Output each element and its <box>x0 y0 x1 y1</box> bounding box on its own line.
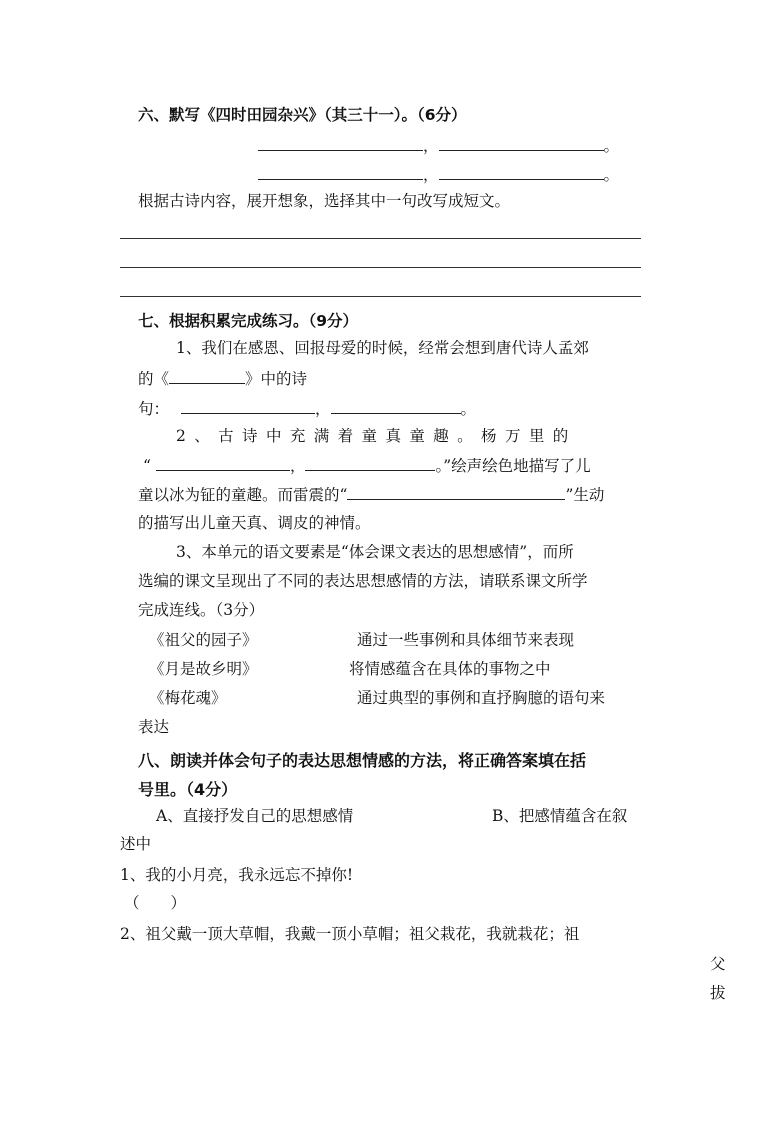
q1-line1: 1、我们在感恩、回报母爱的时候，经常会想到唐代诗人孟郊 <box>176 339 589 357</box>
match-right-2[interactable]: 将情感蕴含在具体的事物之中 <box>349 660 551 678</box>
answer-paren-1[interactable]: （ ） <box>124 894 187 912</box>
q2-line3 <box>138 484 604 505</box>
poem-line-1 <box>258 135 619 156</box>
answer-blank[interactable] <box>305 455 435 471</box>
answer-blank[interactable] <box>169 368 245 384</box>
section6-instruction: 根据古诗内容，展开想象，选择其中一句改写成短文。 <box>138 192 511 210</box>
q2-line1: 2、古诗中充满着童真童趣。杨万里的 <box>176 427 577 445</box>
answer-blank[interactable] <box>439 135 604 151</box>
punctuation: ， <box>315 400 331 418</box>
match-right-1[interactable]: 通过一些事例和具体细节来表现 <box>357 631 575 649</box>
quote-mark: “ <box>143 457 151 475</box>
q1-text: 的《 <box>138 370 170 388</box>
match-left-3[interactable]: 《梅花魂》 <box>149 689 227 707</box>
punctuation: ， <box>423 166 439 184</box>
option-b-wrap: 述中 <box>120 835 152 853</box>
q2-line4: 的描写出儿童天真、调皮的神情。 <box>138 514 371 532</box>
match-right-3[interactable]: 通过典型的事例和直抒胸臆的语句来 <box>357 689 606 707</box>
writing-line[interactable] <box>120 267 641 268</box>
sentence-2: 2、祖父戴一顶大草帽，我戴一顶小草帽；祖父栽花，我就栽花；祖 <box>120 925 580 943</box>
writing-line[interactable] <box>120 296 641 297</box>
answer-blank[interactable] <box>258 164 423 180</box>
option-b: B、把感情蕴含在叙 <box>492 807 628 825</box>
section8-title-line1: 八、朗读并体会句子的表达思想情感的方法，将正确答案填在括 <box>138 751 587 770</box>
punctuation: ， <box>423 137 439 155</box>
sentence-1: 1、我的小月亮，我永远忘不掉你! <box>120 866 354 884</box>
answer-blank[interactable] <box>181 398 315 414</box>
q1-text: 》中的诗 <box>245 370 308 388</box>
section7-title: 七、根据积累完成练习。（9分） <box>138 312 359 330</box>
answer-blank[interactable] <box>156 455 290 471</box>
poem-line-2 <box>258 164 619 185</box>
section6-title: 六、默写《四时田园杂兴》（其三十一）。（6分） <box>138 106 467 124</box>
q3-line1: 3、本单元的语文要素是“体会课文表达的思想感情”，而所 <box>176 543 574 561</box>
q2-line2 <box>143 455 591 476</box>
q3-line3: 完成连线。（3分） <box>138 601 265 619</box>
q2-text: 童以冰为钲的童趣。而雷震的“ <box>138 486 348 504</box>
answer-blank[interactable] <box>258 135 423 151</box>
writing-line[interactable] <box>120 238 641 239</box>
q3-line2: 选编的课文呈现出了不同的表达思想感情的方法，请联系课文所学 <box>138 572 588 590</box>
match-left-1[interactable]: 《祖父的园子》 <box>149 631 258 649</box>
match-right-3-wrap: 表达 <box>138 718 170 736</box>
q1-text: 句： <box>138 400 170 418</box>
punctuation: 。 <box>460 400 477 418</box>
section8-title-line2: 号里。（4分） <box>138 780 238 799</box>
overflow-char: 拔 <box>710 984 726 1002</box>
punctuation: 。 <box>603 166 620 184</box>
answer-blank[interactable] <box>347 484 565 500</box>
q2-text: ”生动 <box>565 486 605 504</box>
q2-text: 。”绘声绘色地描写了儿 <box>435 457 591 475</box>
answer-blank[interactable] <box>439 164 604 180</box>
punctuation: ， <box>289 457 306 475</box>
option-a: A、直接抒发自己的思想感情 <box>156 807 354 825</box>
q1-line3 <box>138 398 476 419</box>
overflow-char: 父 <box>710 955 726 973</box>
match-left-2[interactable]: 《月是故乡明》 <box>149 660 258 678</box>
punctuation: 。 <box>603 137 620 155</box>
answer-blank[interactable] <box>331 398 461 414</box>
q1-line2 <box>138 368 307 389</box>
